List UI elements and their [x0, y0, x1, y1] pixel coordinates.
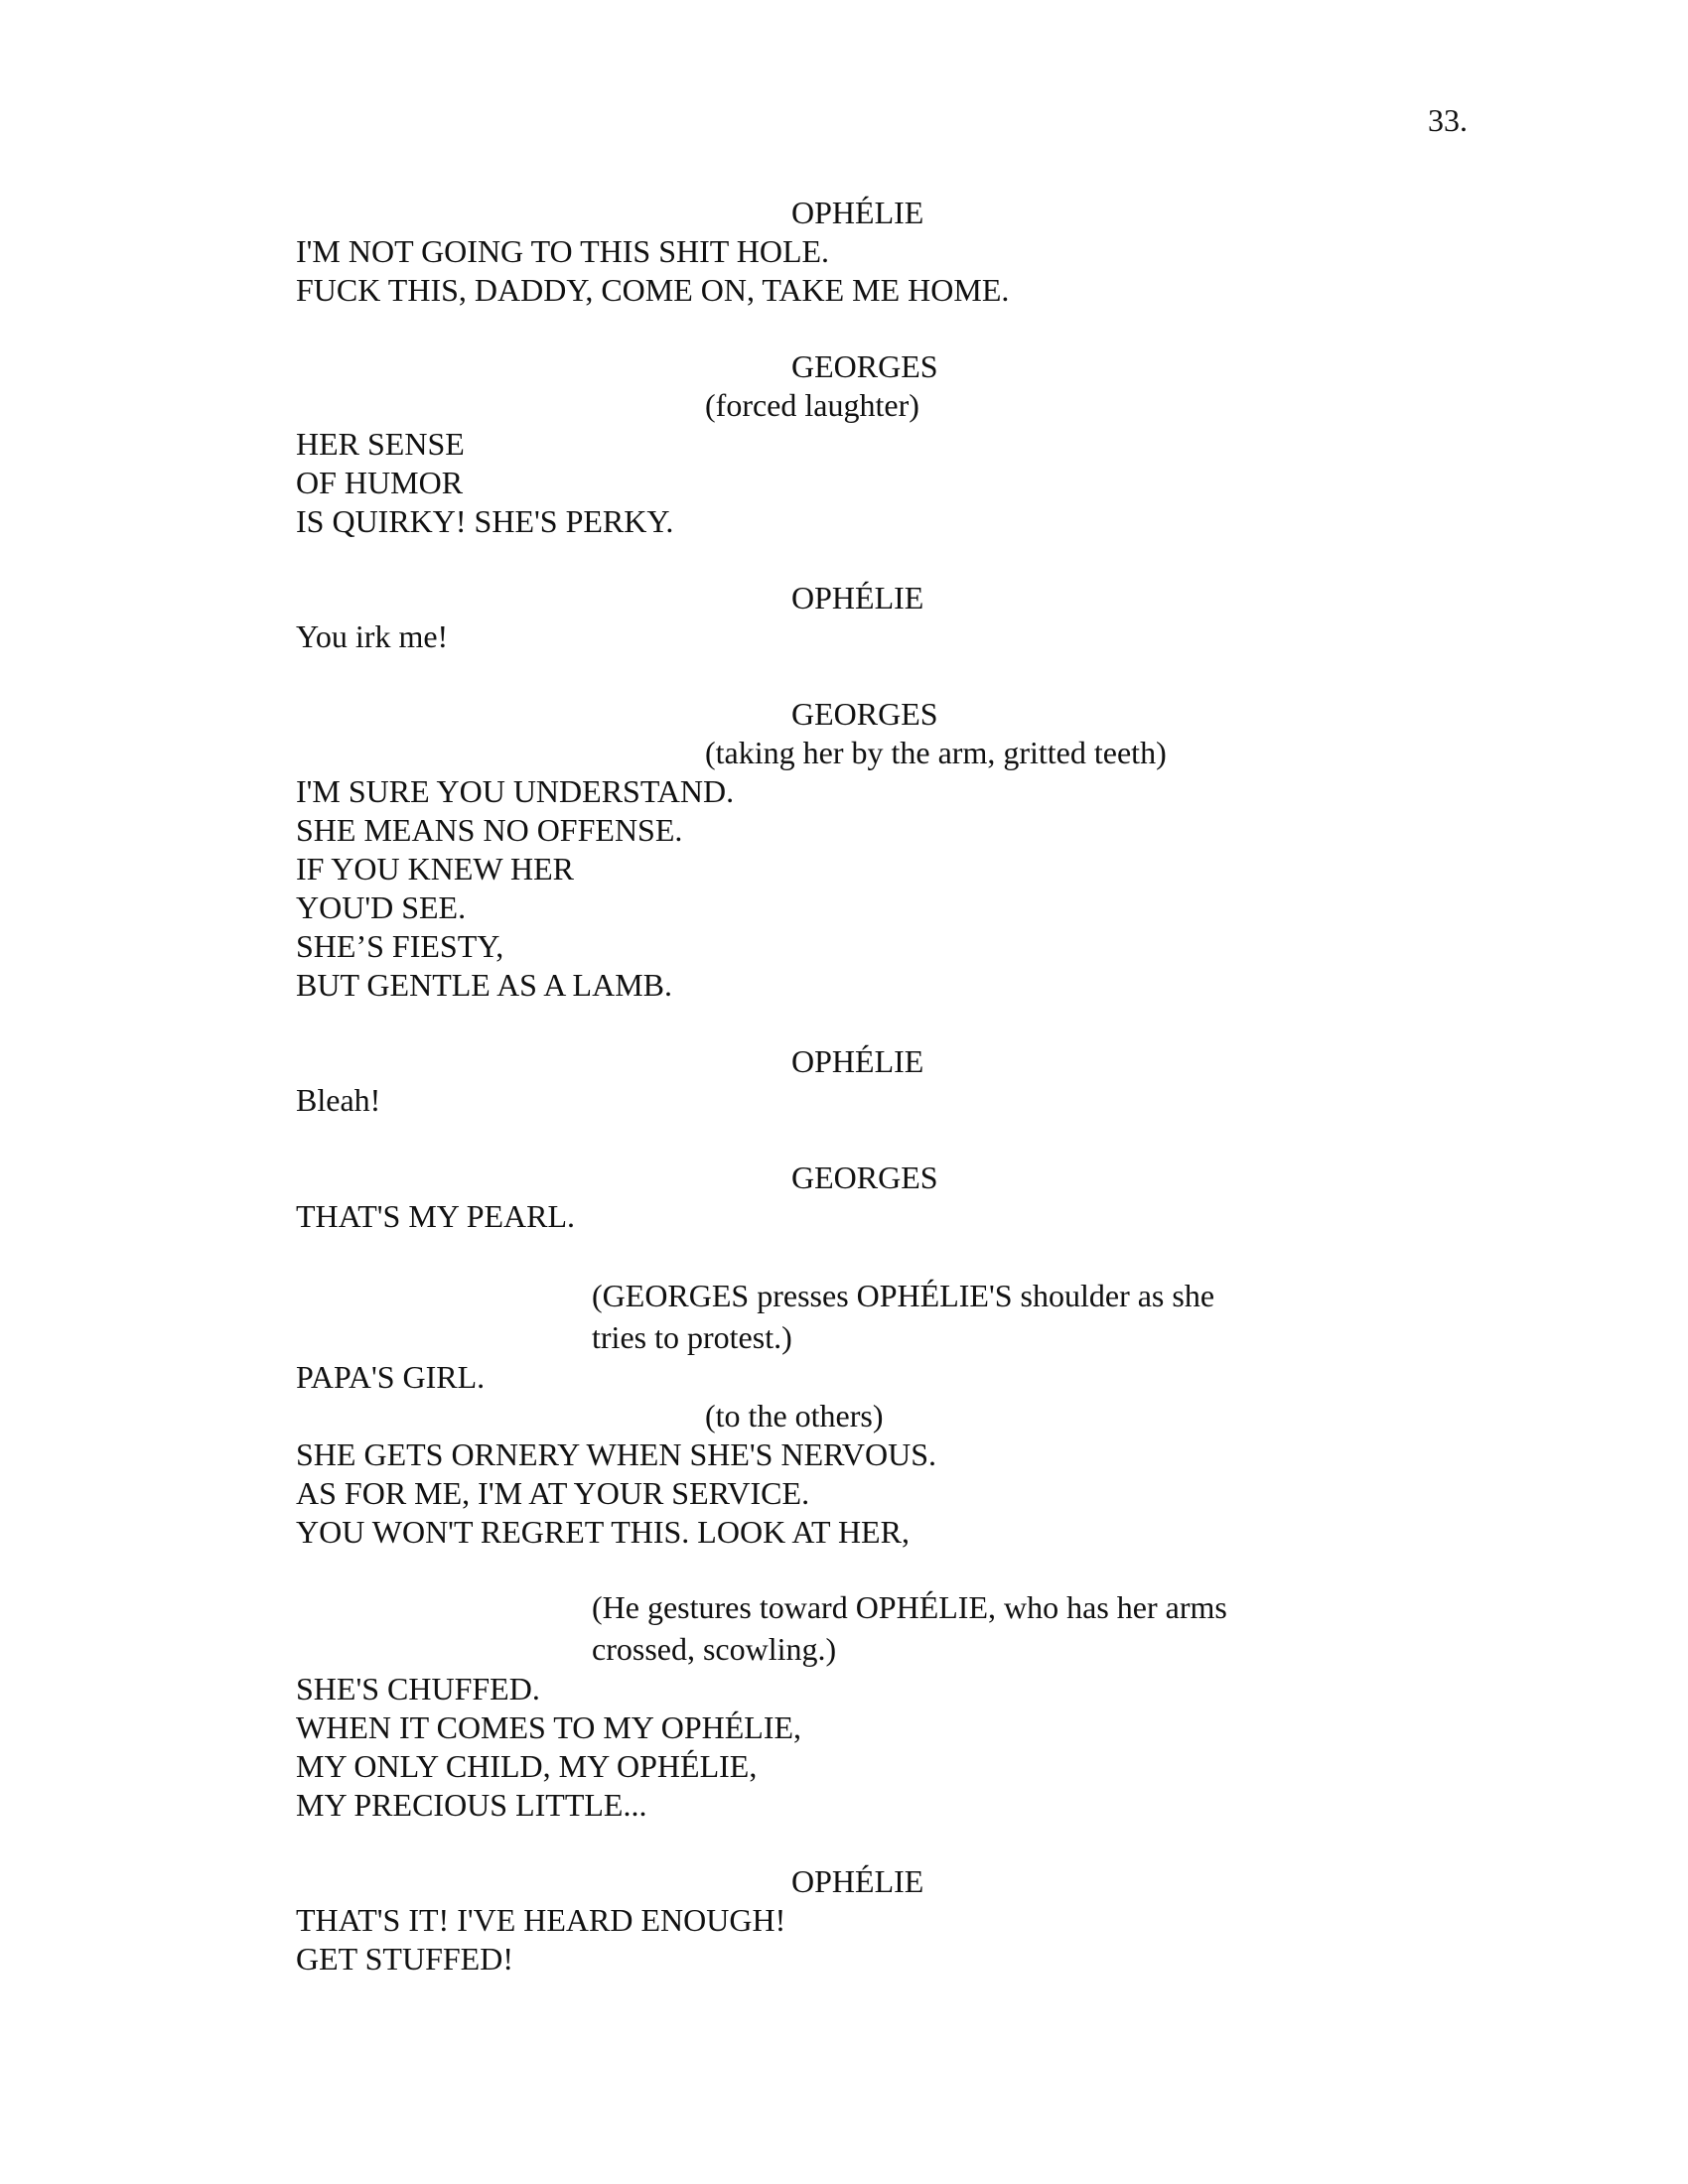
parenthetical: (forced laughter) [705, 387, 919, 423]
dialogue-line: AS FOR ME, I'M AT YOUR SERVICE. [296, 1475, 810, 1511]
dialogue-block [0, 579, 1688, 656]
dialogue-line: HER SENSE [296, 426, 465, 462]
dialogue-line: YOU WON'T REGRET THIS. LOOK AT HER, [296, 1514, 910, 1550]
dialogue-line: SHE’S FIESTY, [296, 928, 504, 964]
character-cue: OPHÉLIE [791, 195, 924, 230]
character-cue: GEORGES [791, 348, 938, 384]
dialogue-block [0, 1159, 1688, 1236]
character-cue: GEORGES [791, 696, 938, 732]
stage-direction [0, 1586, 1688, 1670]
dialogue-line: FUCK THIS, DADDY, COME ON, TAKE ME HOME. [296, 272, 1010, 308]
dialogue-line: MY ONLY CHILD, MY OPHÉLIE, [296, 1748, 758, 1784]
dialogue-line: PAPA'S GIRL. [296, 1359, 486, 1395]
page-number: 33. [1428, 102, 1468, 138]
dialogue-line: SHE GETS ORNERY WHEN SHE'S NERVOUS. [296, 1436, 937, 1472]
dialogue-line: IF YOU KNEW HER [296, 851, 574, 887]
dialogue-line: THAT'S IT! I'VE HEARD ENOUGH! [296, 1902, 786, 1938]
stage-direction-line: crossed, scowling.) [592, 1631, 837, 1667]
dialogue-block [0, 1042, 1688, 1120]
character-cue: OPHÉLIE [791, 580, 924, 615]
dialogue-block [0, 194, 1688, 310]
character-cue: OPHÉLIE [791, 1043, 924, 1079]
dialogue-line: SHE'S CHUFFED. [296, 1671, 540, 1706]
dialogue-line: Bleah! [296, 1082, 381, 1118]
dialogue-block [0, 695, 1688, 1005]
parenthetical: (to the others) [705, 1398, 884, 1433]
dialogue-block [0, 347, 1688, 541]
character-cue: GEORGES [791, 1160, 938, 1195]
dialogue-line: I'M SURE YOU UNDERSTAND. [296, 773, 735, 809]
dialogue-line: BUT GENTLE AS A LAMB. [296, 967, 672, 1003]
dialogue-line: I'M NOT GOING TO THIS SHIT HOLE. [296, 233, 830, 269]
dialogue-line: SHE MEANS NO OFFENSE. [296, 812, 683, 848]
dialogue-block [0, 1358, 1688, 1552]
dialogue-line: THAT'S MY PEARL. [296, 1198, 576, 1234]
dialogue-block [0, 1670, 1688, 1825]
dialogue-line: YOU'D SEE. [296, 889, 467, 925]
character-cue: OPHÉLIE [791, 1863, 924, 1899]
dialogue-line: WHEN IT COMES TO MY OPHÉLIE, [296, 1709, 802, 1745]
dialogue-line: You irk me! [296, 618, 449, 654]
dialogue-line: IS QUIRKY! SHE'S PERKY. [296, 503, 674, 539]
dialogue-line: GET STUFFED! [296, 1941, 513, 1977]
dialogue-line: OF HUMOR [296, 465, 464, 500]
stage-direction-line: (He gestures toward OPHÉLIE, who has her arms [592, 1589, 1227, 1625]
dialogue-block [0, 1862, 1688, 1979]
stage-direction [0, 1275, 1688, 1358]
stage-direction-line: (GEORGES presses OPHÉLIE'S shoulder as she [592, 1278, 1215, 1313]
stage-direction-line: tries to protest.) [592, 1319, 792, 1355]
parenthetical: (taking her by the arm, gritted teeth) [705, 735, 1167, 770]
dialogue-line: MY PRECIOUS LITTLE... [296, 1787, 647, 1823]
